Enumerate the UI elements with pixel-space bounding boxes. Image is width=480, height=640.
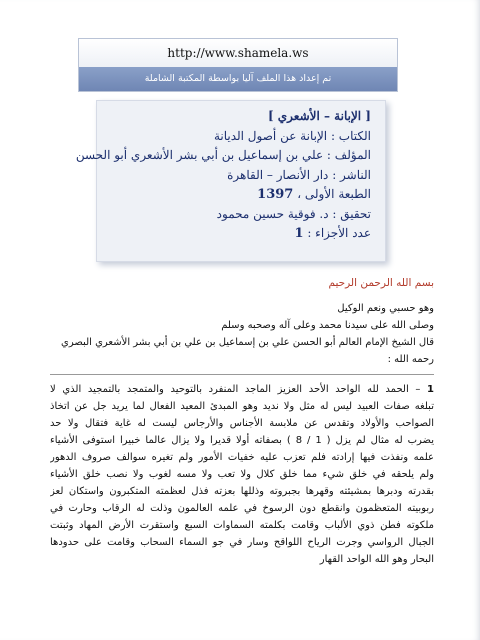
parts-count: 1 [294, 226, 304, 241]
edition-label: الطبعة الأولى ، [297, 187, 371, 201]
paragraph-line: ربوبيته المتعظمون وانقطع دون الرسوخ في علمه العالمون وذلت له الرقاب وحارت في [50, 503, 434, 514]
paragraph-line: يضرب له مثال لم يزل ( 1 / 8 ) بصفاته أولا قديرا ولا يزال عالما خبيرا استوفى الأشياء [50, 435, 434, 446]
paragraph-number: 1 [427, 384, 434, 395]
paragraph-line: ملكوته فطن ذوي الألباب وقامت بكلمته السماوات السبع واستقرت الأرض المهاد وثبتت [50, 520, 434, 531]
paragraph-line: الصواحب والأولاد وتقدس عن ملابسة الأجناس والأرجاس ليست له غاية فتقال ولا حد [50, 418, 434, 429]
header-subtitle: تم إعداد هذا الملف آليا بواسطة المكتبة الشاملة [79, 67, 397, 91]
book-content [50, 270, 434, 568]
parts-label: عدد الأجزاء : [307, 226, 371, 240]
book-short-title: [ الإبانة – الأشعري ] [267, 109, 371, 123]
paragraph-line [50, 381, 434, 398]
site-url: http://www.shamela.ws [79, 39, 397, 67]
paragraph-line: الجبال الرواسي وجرت الرياح اللواقح وسار في جو السماء السحاب وقامت على حدودها [50, 537, 434, 548]
paragraph-line: تبلغه صفات العبيد ليس له مثل ولا نديد وهو المبدئ المعيد الفعال لما يريد جل عن اتخاذ [50, 401, 434, 412]
book-editor: تحقيق : د. فوقية حسين محمود [216, 206, 371, 221]
book-name: الكتاب : الإبانة عن أصول الديانة [213, 128, 371, 143]
edition-year: 1397 [257, 187, 294, 202]
paragraph-line: بقدرته ودبرها بمشيئته وقهرها بجبروته وذللها بعزته فذل لعظمته المتكبرون واستكان لعز [50, 486, 434, 497]
paragraph-line: ولم يلحقه في خلق شيء مما خلق كلال ولا تعب ولا مسه لغوب ولا نصب خلق الأشياء [50, 469, 434, 480]
intro-line: رحمه الله : [387, 354, 434, 365]
divider [50, 374, 434, 375]
book-info-box [75, 100, 386, 262]
paragraph-1 [50, 381, 434, 568]
book-parts [107, 224, 371, 244]
intro-line: وصلى الله على سيدنا محمد وعلى آله وصحبه وسلم [221, 320, 434, 331]
book-publisher: الناشر : دار الأنصار – القاهرة [227, 167, 371, 182]
paragraph-line-text: – الحمد لله الواحد الأحد العزيز الماجد المنفرد بالتوحيد والمتمجد بالتمجيد الذي لا [50, 384, 421, 395]
book-author: المؤلف : علي بن إسماعيل بن أبي بشر الأشعري أبو الحسن [75, 148, 371, 162]
intro-line: وهو حسبي ونعم الوكيل [337, 303, 434, 314]
paragraph-line: علمه ونفذت فيها إرادته فلم تعزب عليه خفيات الأمور ولم تغيره سوالف صروف الدهور [50, 452, 434, 463]
shamela-header [78, 38, 398, 92]
paragraph-line: البحار وهو الله الواحد القهار [319, 554, 434, 565]
book-edition [107, 185, 371, 205]
basmala: بسم الله الرحمن الرحيم [328, 277, 434, 289]
intro-line: قال الشيخ الإمام العالم أبو الحسن علي بن إسماعيل بن علي بن أبي بشر الأشعري البصري [61, 337, 434, 348]
